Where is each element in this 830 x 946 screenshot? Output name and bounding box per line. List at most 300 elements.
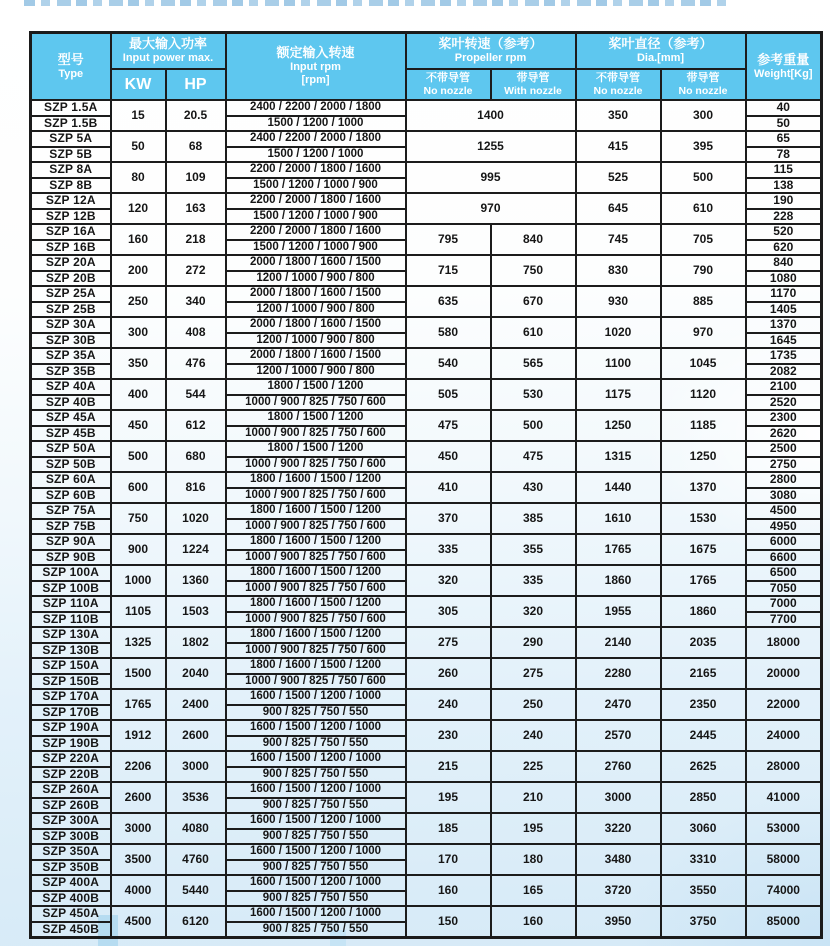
cell-dia-with-nozzle: 2035 — [661, 627, 746, 658]
cell-hp: 5440 — [166, 875, 226, 906]
cell-propeller-rpm-no-nozzle: 275 — [406, 627, 491, 658]
table-row-a — [31, 689, 822, 705]
col-header-power — [111, 33, 226, 70]
cell-type-b: SZP 20B — [31, 271, 111, 287]
cell-dia-with-nozzle: 3060 — [661, 813, 746, 844]
cell-type-b: SZP 190B — [31, 736, 111, 752]
cell-dia-no-nozzle: 2140 — [576, 627, 661, 658]
cell-hp: 408 — [166, 317, 226, 348]
cell-dia-no-nozzle: 830 — [576, 255, 661, 286]
col-header-prop-with-nozzle — [491, 69, 576, 100]
cell-hp: 612 — [166, 410, 226, 441]
cell-input-rpm-a: 1800 / 1600 / 1500 / 1200 — [226, 565, 406, 581]
table-row-a — [31, 906, 822, 922]
cell-dia-with-nozzle: 1045 — [661, 348, 746, 379]
cell-type-a: SZP 35A — [31, 348, 111, 364]
cell-hp: 4080 — [166, 813, 226, 844]
cell-dia-with-nozzle: 2165 — [661, 658, 746, 689]
cell-input-rpm-b: 900 / 825 / 750 / 550 — [226, 736, 406, 752]
col-header-rpm — [226, 33, 406, 101]
cell-input-rpm-a: 1800 / 1600 / 1500 / 1200 — [226, 658, 406, 674]
cell-input-rpm-a: 2000 / 1800 / 1600 / 1500 — [226, 286, 406, 302]
cell-hp: 6120 — [166, 906, 226, 938]
col-header-dia-no-nozzle-zh: 不带导管 — [596, 72, 641, 85]
cell-propeller-rpm-no-nozzle: 370 — [406, 503, 491, 534]
cell-type-a: SZP 260A — [31, 782, 111, 798]
cell-input-rpm-a: 1800 / 1600 / 1500 / 1200 — [226, 627, 406, 643]
cell-type-b: SZP 50B — [31, 457, 111, 473]
cell-hp: 816 — [166, 472, 226, 503]
cell-hp: 476 — [166, 348, 226, 379]
cell-input-rpm-b: 1500 / 1200 / 1000 / 900 — [226, 209, 406, 225]
cell-propeller-rpm-with-nozzle: 355 — [491, 534, 576, 565]
col-header-weight-zh: 参考重量 — [757, 51, 810, 67]
cell-dia-no-nozzle: 1440 — [576, 472, 661, 503]
col-header-prop-with-nozzle-en: With nozzle — [504, 84, 562, 97]
cell-dia-with-nozzle: 885 — [661, 286, 746, 317]
table-row-a — [31, 844, 822, 860]
cell-weight-b: 1080 — [746, 271, 822, 287]
table-row-a — [31, 162, 822, 178]
table-row-a — [31, 534, 822, 550]
cell-kw: 2206 — [111, 751, 166, 782]
cell-weight-a: 65 — [746, 131, 822, 147]
cell-dia-no-nozzle: 930 — [576, 286, 661, 317]
cell-weight-b: 1645 — [746, 333, 822, 349]
cell-input-rpm-b: 1200 / 1000 / 900 / 800 — [226, 333, 406, 349]
cell-propeller-rpm-no-nozzle: 540 — [406, 348, 491, 379]
cell-kw: 1912 — [111, 720, 166, 751]
cell-weight-b: 1405 — [746, 302, 822, 318]
cell-input-rpm-b: 900 / 825 / 750 / 550 — [226, 705, 406, 721]
cell-dia-with-nozzle: 1765 — [661, 565, 746, 596]
cell-weight-merged: 41000 — [746, 782, 822, 813]
cell-weight-merged: 53000 — [746, 813, 822, 844]
table-row-a — [31, 348, 822, 364]
cell-input-rpm-a: 1600 / 1500 / 1200 / 1000 — [226, 813, 406, 829]
cell-type-b: SZP 25B — [31, 302, 111, 318]
cell-input-rpm-b: 1000 / 900 / 825 / 750 / 600 — [226, 457, 406, 473]
cell-propeller-rpm-no-nozzle: 185 — [406, 813, 491, 844]
cell-type-b: SZP 350B — [31, 860, 111, 876]
cell-type-b: SZP 30B — [31, 333, 111, 349]
cell-propeller-rpm-no-nozzle: 240 — [406, 689, 491, 720]
cell-type-a: SZP 8A — [31, 162, 111, 178]
cell-input-rpm-b: 1000 / 900 / 825 / 750 / 600 — [226, 426, 406, 442]
cell-dia-no-nozzle: 645 — [576, 193, 661, 224]
cell-kw: 600 — [111, 472, 166, 503]
cell-input-rpm-b: 1000 / 900 / 825 / 750 / 600 — [226, 488, 406, 504]
cell-propeller-rpm-merged: 970 — [406, 193, 576, 224]
cell-input-rpm-b: 1500 / 1200 / 1000 / 900 — [226, 178, 406, 194]
cell-input-rpm-a: 1600 / 1500 / 1200 / 1000 — [226, 875, 406, 891]
cell-propeller-rpm-with-nozzle: 290 — [491, 627, 576, 658]
cell-hp: 2600 — [166, 720, 226, 751]
col-header-type-zh: 型号 — [57, 51, 84, 67]
cell-weight-a: 520 — [746, 224, 822, 240]
cell-hp: 2040 — [166, 658, 226, 689]
cell-weight-b: 228 — [746, 209, 822, 225]
cell-propeller-rpm-with-nozzle: 565 — [491, 348, 576, 379]
cell-input-rpm-a: 1800 / 1500 / 1200 — [226, 441, 406, 457]
cell-dia-no-nozzle: 745 — [576, 224, 661, 255]
cell-hp: 68 — [166, 131, 226, 162]
cell-dia-no-nozzle: 2570 — [576, 720, 661, 751]
cell-propeller-rpm-no-nozzle: 215 — [406, 751, 491, 782]
cell-input-rpm-a: 1800 / 1600 / 1500 / 1200 — [226, 472, 406, 488]
cell-input-rpm-b: 1200 / 1000 / 900 / 800 — [226, 302, 406, 318]
cell-dia-no-nozzle: 1860 — [576, 565, 661, 596]
cell-dia-with-nozzle: 1675 — [661, 534, 746, 565]
cell-input-rpm-b: 900 / 825 / 750 / 550 — [226, 798, 406, 814]
cell-kw: 900 — [111, 534, 166, 565]
cell-propeller-rpm-with-nozzle: 225 — [491, 751, 576, 782]
cell-weight-a: 7000 — [746, 596, 822, 612]
cell-dia-no-nozzle: 1250 — [576, 410, 661, 441]
cell-weight-a: 1370 — [746, 317, 822, 333]
cell-hp: 109 — [166, 162, 226, 193]
cell-dia-with-nozzle: 1860 — [661, 596, 746, 627]
cell-propeller-rpm-with-nozzle: 500 — [491, 410, 576, 441]
cell-dia-no-nozzle: 1020 — [576, 317, 661, 348]
cell-type-a: SZP 45A — [31, 410, 111, 426]
cell-type-b: SZP 130B — [31, 643, 111, 659]
cell-weight-merged: 18000 — [746, 627, 822, 658]
cell-weight-a: 40 — [746, 100, 822, 116]
cell-weight-b: 2620 — [746, 426, 822, 442]
cell-type-b: SZP 450B — [31, 922, 111, 938]
cell-weight-b: 620 — [746, 240, 822, 256]
cell-weight-a: 1735 — [746, 348, 822, 364]
cell-type-a: SZP 50A — [31, 441, 111, 457]
col-header-prop-with-nozzle-zh: 带导管 — [516, 72, 550, 85]
cell-kw: 200 — [111, 255, 166, 286]
cell-dia-no-nozzle: 1610 — [576, 503, 661, 534]
table-row-a — [31, 131, 822, 147]
cell-input-rpm-b: 1500 / 1200 / 1000 — [226, 147, 406, 163]
col-header-prop-no-nozzle-en: No nozzle — [423, 84, 473, 97]
cell-input-rpm-a: 2000 / 1800 / 1600 / 1500 — [226, 317, 406, 333]
cell-dia-no-nozzle: 1955 — [576, 596, 661, 627]
table-row-a — [31, 317, 822, 333]
cell-propeller-rpm-no-nozzle: 410 — [406, 472, 491, 503]
cell-type-b: SZP 90B — [31, 550, 111, 566]
cell-dia-with-nozzle: 300 — [661, 100, 746, 131]
col-header-dia-with-nozzle-en: No nozzle — [678, 84, 728, 97]
cell-kw: 1105 — [111, 596, 166, 627]
cell-type-b: SZP 12B — [31, 209, 111, 225]
table-row-a — [31, 875, 822, 891]
table-row-a — [31, 813, 822, 829]
cell-dia-no-nozzle: 415 — [576, 131, 661, 162]
cell-dia-no-nozzle: 3950 — [576, 906, 661, 938]
cell-type-a: SZP 220A — [31, 751, 111, 767]
cell-propeller-rpm-no-nozzle: 580 — [406, 317, 491, 348]
cell-weight-merged: 28000 — [746, 751, 822, 782]
table-row-a — [31, 720, 822, 736]
cell-type-a: SZP 30A — [31, 317, 111, 333]
cell-propeller-rpm-with-nozzle: 210 — [491, 782, 576, 813]
cell-input-rpm-b: 1000 / 900 / 825 / 750 / 600 — [226, 612, 406, 628]
cell-kw: 2600 — [111, 782, 166, 813]
col-header-rpm-zh: 额定输入转速 — [276, 45, 355, 61]
cell-input-rpm-b: 1000 / 900 / 825 / 750 / 600 — [226, 674, 406, 690]
cell-type-b: SZP 5B — [31, 147, 111, 163]
table-header — [31, 33, 822, 101]
cell-input-rpm-b: 900 / 825 / 750 / 550 — [226, 860, 406, 876]
cell-input-rpm-a: 1800 / 1600 / 1500 / 1200 — [226, 503, 406, 519]
col-header-power-zh: 最大输入功率 — [128, 36, 207, 52]
cell-dia-with-nozzle: 2850 — [661, 782, 746, 813]
cell-propeller-rpm-with-nozzle: 160 — [491, 906, 576, 938]
cell-input-rpm-a: 2200 / 2000 / 1800 / 1600 — [226, 193, 406, 209]
cell-hp: 4760 — [166, 844, 226, 875]
table-row-a — [31, 751, 822, 767]
table-row-a — [31, 286, 822, 302]
cell-type-b: SZP 170B — [31, 705, 111, 721]
cell-weight-a: 2100 — [746, 379, 822, 395]
cell-type-b: SZP 45B — [31, 426, 111, 442]
table-row-a — [31, 100, 822, 116]
cell-input-rpm-b: 900 / 825 / 750 / 550 — [226, 922, 406, 938]
col-header-dia-with-nozzle — [661, 69, 746, 100]
cell-type-b: SZP 150B — [31, 674, 111, 690]
cell-type-a: SZP 130A — [31, 627, 111, 643]
cell-kw: 350 — [111, 348, 166, 379]
cell-propeller-rpm-with-nozzle: 750 — [491, 255, 576, 286]
table-row-a — [31, 410, 822, 426]
col-header-diameter-zh: 桨叶直径（参考） — [608, 36, 713, 52]
cell-dia-no-nozzle: 1765 — [576, 534, 661, 565]
table-row-a — [31, 224, 822, 240]
cell-hp: 1224 — [166, 534, 226, 565]
cell-type-a: SZP 190A — [31, 720, 111, 736]
cell-dia-no-nozzle: 3480 — [576, 844, 661, 875]
cell-type-a: SZP 25A — [31, 286, 111, 302]
cell-weight-a: 190 — [746, 193, 822, 209]
cell-dia-with-nozzle: 705 — [661, 224, 746, 255]
cell-weight-a: 4500 — [746, 503, 822, 519]
cell-type-a: SZP 60A — [31, 472, 111, 488]
cell-dia-no-nozzle: 1175 — [576, 379, 661, 410]
cell-type-b: SZP 1.5B — [31, 116, 111, 132]
cell-hp: 3536 — [166, 782, 226, 813]
cell-weight-b: 50 — [746, 116, 822, 132]
cell-dia-with-nozzle: 2350 — [661, 689, 746, 720]
col-header-dia-no-nozzle-en: No nozzle — [593, 84, 643, 97]
cell-dia-no-nozzle: 2470 — [576, 689, 661, 720]
cell-propeller-rpm-merged: 995 — [406, 162, 576, 193]
cell-weight-b: 7050 — [746, 581, 822, 597]
cell-input-rpm-a: 1800 / 1500 / 1200 — [226, 410, 406, 426]
cell-weight-b: 4950 — [746, 519, 822, 535]
cell-weight-b: 78 — [746, 147, 822, 163]
cell-hp: 1360 — [166, 565, 226, 596]
table-row-a — [31, 627, 822, 643]
cell-propeller-rpm-with-nozzle: 530 — [491, 379, 576, 410]
cell-input-rpm-b: 900 / 825 / 750 / 550 — [226, 891, 406, 907]
cell-dia-with-nozzle: 500 — [661, 162, 746, 193]
table-row-a — [31, 472, 822, 488]
cell-dia-with-nozzle: 610 — [661, 193, 746, 224]
cell-type-a: SZP 12A — [31, 193, 111, 209]
cell-hp: 1802 — [166, 627, 226, 658]
cell-kw: 120 — [111, 193, 166, 224]
cell-hp: 1020 — [166, 503, 226, 534]
cell-type-a: SZP 5A — [31, 131, 111, 147]
cell-weight-merged: 22000 — [746, 689, 822, 720]
table-row-a — [31, 658, 822, 674]
cell-dia-with-nozzle: 3550 — [661, 875, 746, 906]
cell-hp: 340 — [166, 286, 226, 317]
cell-type-a: SZP 1.5A — [31, 100, 111, 116]
cell-kw: 50 — [111, 131, 166, 162]
col-header-propeller-rpm-en: Propeller rpm — [454, 52, 527, 65]
cell-dia-no-nozzle: 3720 — [576, 875, 661, 906]
cell-propeller-rpm-no-nozzle: 715 — [406, 255, 491, 286]
cell-kw: 500 — [111, 441, 166, 472]
cell-dia-no-nozzle: 2760 — [576, 751, 661, 782]
cell-propeller-rpm-no-nozzle: 795 — [406, 224, 491, 255]
cell-dia-with-nozzle: 1120 — [661, 379, 746, 410]
cell-input-rpm-b: 1000 / 900 / 825 / 750 / 600 — [226, 643, 406, 659]
col-header-diameter — [576, 33, 746, 70]
cell-propeller-rpm-with-nozzle: 275 — [491, 658, 576, 689]
cell-type-a: SZP 450A — [31, 906, 111, 922]
table-row-a — [31, 379, 822, 395]
cell-type-a: SZP 40A — [31, 379, 111, 395]
col-header-weight-en: Weight[Kg] — [754, 67, 813, 80]
cell-type-a: SZP 90A — [31, 534, 111, 550]
table-body — [31, 100, 822, 938]
cell-propeller-rpm-no-nozzle: 230 — [406, 720, 491, 751]
cell-hp: 2400 — [166, 689, 226, 720]
cell-type-b: SZP 40B — [31, 395, 111, 411]
cell-propeller-rpm-with-nozzle: 240 — [491, 720, 576, 751]
cell-propeller-rpm-no-nozzle: 160 — [406, 875, 491, 906]
cell-propeller-rpm-no-nozzle: 260 — [406, 658, 491, 689]
table-row-a — [31, 193, 822, 209]
cell-dia-with-nozzle: 3750 — [661, 906, 746, 938]
cell-input-rpm-a: 2400 / 2200 / 2000 / 1800 — [226, 131, 406, 147]
cell-weight-merged: 24000 — [746, 720, 822, 751]
cell-kw: 15 — [111, 100, 166, 131]
cell-dia-with-nozzle: 790 — [661, 255, 746, 286]
cell-weight-a: 6500 — [746, 565, 822, 581]
cell-kw: 3500 — [111, 844, 166, 875]
cell-dia-with-nozzle: 3310 — [661, 844, 746, 875]
cell-weight-a: 6000 — [746, 534, 822, 550]
cell-type-a: SZP 300A — [31, 813, 111, 829]
cell-dia-with-nozzle: 1250 — [661, 441, 746, 472]
cell-hp: 3000 — [166, 751, 226, 782]
table-row-a — [31, 565, 822, 581]
cell-type-b: SZP 100B — [31, 581, 111, 597]
cell-weight-a: 840 — [746, 255, 822, 271]
cell-type-b: SZP 60B — [31, 488, 111, 504]
cell-propeller-rpm-no-nozzle: 320 — [406, 565, 491, 596]
col-header-type-en: Type — [58, 67, 84, 80]
cell-kw: 3000 — [111, 813, 166, 844]
cell-propeller-rpm-with-nozzle: 430 — [491, 472, 576, 503]
cell-kw: 1500 — [111, 658, 166, 689]
cell-type-a: SZP 170A — [31, 689, 111, 705]
cell-dia-no-nozzle: 1315 — [576, 441, 661, 472]
cell-weight-a: 2500 — [746, 441, 822, 457]
cell-propeller-rpm-with-nozzle: 320 — [491, 596, 576, 627]
table-row-a — [31, 503, 822, 519]
cell-kw: 4500 — [111, 906, 166, 938]
cell-propeller-rpm-merged: 1255 — [406, 131, 576, 162]
cell-input-rpm-a: 2400 / 2200 / 2000 / 1800 — [226, 100, 406, 116]
cell-propeller-rpm-no-nozzle: 150 — [406, 906, 491, 938]
cell-input-rpm-a: 1600 / 1500 / 1200 / 1000 — [226, 906, 406, 922]
cell-type-b: SZP 35B — [31, 364, 111, 380]
cell-weight-a: 2300 — [746, 410, 822, 426]
cell-input-rpm-b: 1500 / 1200 / 1000 / 900 — [226, 240, 406, 256]
cell-input-rpm-a: 2200 / 2000 / 1800 / 1600 — [226, 224, 406, 240]
cell-input-rpm-b: 900 / 825 / 750 / 550 — [226, 767, 406, 783]
cell-dia-with-nozzle: 970 — [661, 317, 746, 348]
cell-input-rpm-a: 1800 / 1600 / 1500 / 1200 — [226, 596, 406, 612]
cell-propeller-rpm-no-nozzle: 505 — [406, 379, 491, 410]
cell-input-rpm-a: 1600 / 1500 / 1200 / 1000 — [226, 751, 406, 767]
col-header-propeller-rpm-zh: 桨叶转速（参考） — [438, 36, 543, 52]
cell-dia-with-nozzle: 395 — [661, 131, 746, 162]
cell-weight-b: 2750 — [746, 457, 822, 473]
cell-kw: 450 — [111, 410, 166, 441]
cell-type-a: SZP 16A — [31, 224, 111, 240]
cell-type-a: SZP 20A — [31, 255, 111, 271]
cell-dia-no-nozzle: 3220 — [576, 813, 661, 844]
spec-table — [29, 31, 823, 939]
cell-weight-b: 2520 — [746, 395, 822, 411]
table-row-a — [31, 441, 822, 457]
cell-input-rpm-b: 1200 / 1000 / 900 / 800 — [226, 364, 406, 380]
cell-type-a: SZP 100A — [31, 565, 111, 581]
cell-weight-a: 115 — [746, 162, 822, 178]
cell-propeller-rpm-with-nozzle: 670 — [491, 286, 576, 317]
cell-type-b: SZP 300B — [31, 829, 111, 845]
cell-hp: 20.5 — [166, 100, 226, 131]
cell-kw: 80 — [111, 162, 166, 193]
cell-type-a: SZP 75A — [31, 503, 111, 519]
cell-propeller-rpm-with-nozzle: 195 — [491, 813, 576, 844]
cell-kw: 1325 — [111, 627, 166, 658]
cell-input-rpm-a: 1600 / 1500 / 1200 / 1000 — [226, 782, 406, 798]
col-header-rpm-en: Input rpm — [290, 61, 341, 74]
col-header-diameter-en: Dia.[mm] — [636, 52, 685, 65]
cell-weight-merged: 85000 — [746, 906, 822, 938]
cell-propeller-rpm-no-nozzle: 335 — [406, 534, 491, 565]
cell-input-rpm-a: 1800 / 1600 / 1500 / 1200 — [226, 534, 406, 550]
cell-dia-no-nozzle: 350 — [576, 100, 661, 131]
cell-type-b: SZP 220B — [31, 767, 111, 783]
cell-propeller-rpm-with-nozzle: 385 — [491, 503, 576, 534]
cell-dia-no-nozzle: 525 — [576, 162, 661, 193]
col-header-prop-no-nozzle-zh: 不带导管 — [426, 72, 470, 85]
cell-input-rpm-a: 1600 / 1500 / 1200 / 1000 — [226, 689, 406, 705]
col-header-kw: KW — [111, 69, 166, 100]
cell-kw: 4000 — [111, 875, 166, 906]
col-header-weight — [746, 33, 822, 101]
cell-type-b: SZP 75B — [31, 519, 111, 535]
cell-type-b: SZP 8B — [31, 178, 111, 194]
cell-dia-no-nozzle: 3000 — [576, 782, 661, 813]
cell-hp: 163 — [166, 193, 226, 224]
cell-input-rpm-a: 2000 / 1800 / 1600 / 1500 — [226, 348, 406, 364]
col-header-dia-with-nozzle-zh: 带导管 — [686, 72, 720, 85]
